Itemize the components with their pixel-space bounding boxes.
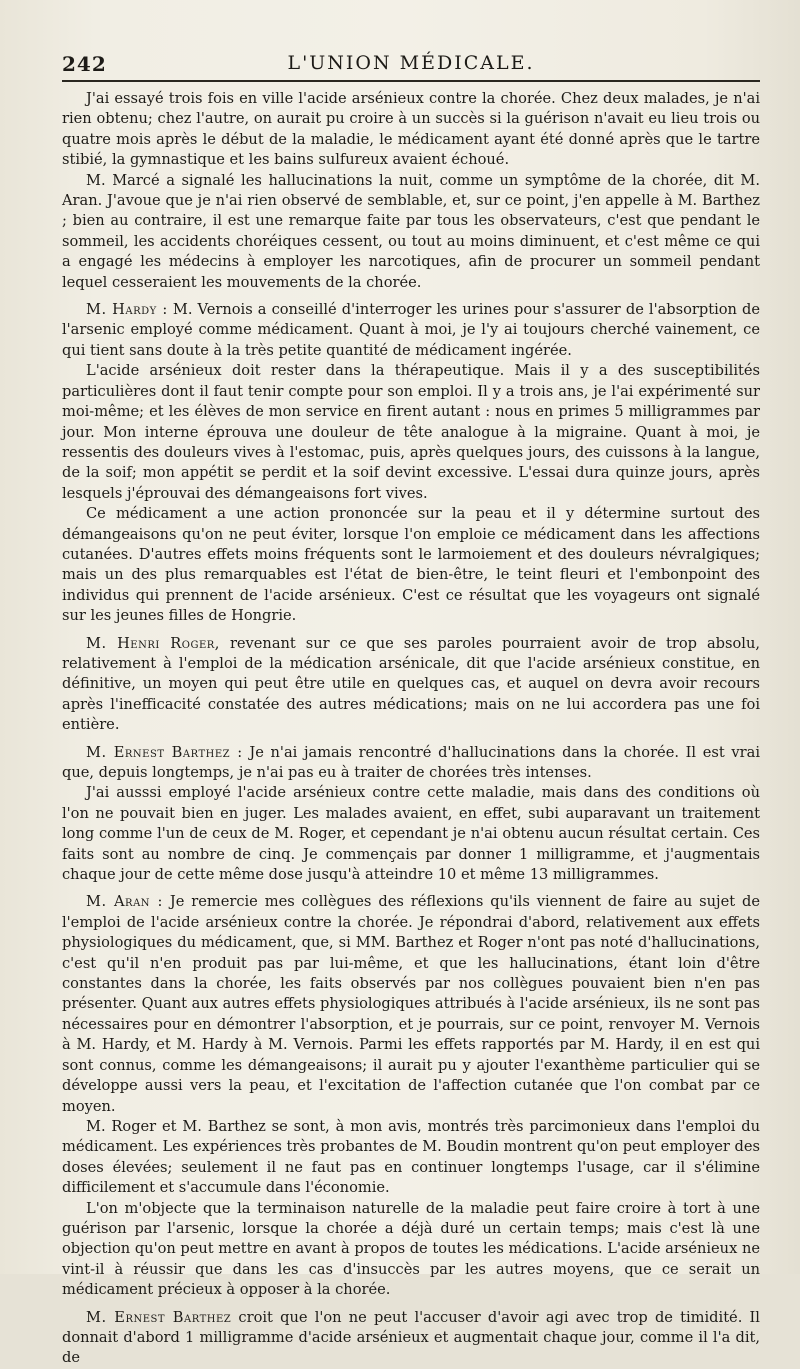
speaker-name: M. Ernest Barthez <box>86 1308 232 1326</box>
speaker-name: M. Ernest Barthez : <box>86 743 243 761</box>
paragraph-roger-reply: M. Henri Roger, revenant sur ce que ses paroles pourraient avoir de trop absolu, relativement à l'emploi de la médication arsénicale, dit que l'acide arsénieux constitue, en définitive, un moyen qui peut être utile en quelques cas, et auquel on devra avoir recours après l'inefficacité constatée des autres médications; mais on ne lui accordera pas une foi entière. <box>62 634 760 734</box>
page-header <box>62 44 760 82</box>
paragraph-hardy-skin-effects: Ce médicament a une action prononcée sur la peau et il y détermine surtout des démangeaisons qu'on ne peut éviter, lorsque l'on emploie ce médicament dans les affections cutanées. D'autres effets moins fréquents sont le larmoiement et des douleurs névralgiques; mais un des plus remarquables est l'état de bien-être, le teint fleuri et l'embonpoint des individus qui prennent de l'acide arsénieux. C'est ce résultat que les voyageurs ont signalé sur les jeunes filles de Hongrie. <box>62 505 760 625</box>
speaker-name: M. Henri Roger, <box>86 634 220 652</box>
speaker-name: M. Aran : <box>86 893 163 911</box>
article-body <box>62 89 760 1369</box>
journal-title: L'UNION MÉDICALE. <box>287 52 535 74</box>
page-number: 242 <box>62 52 107 76</box>
paragraph-barthez-final: M. Ernest Barthez croit que l'on ne peut l'accuser d'avoir agi avec trop de timidité. Il donnait d'abord 1 milligramme d'acide arsénieux et augmentait chaque jour, comme il l'a dit, de <box>62 1308 760 1367</box>
paragraph-aran-doses: M. Roger et M. Barthez se sont, à mon avis, montrés très parcimonieux dans l'emploi du médicament. Les expériences très probantes de M. Boudin montrent qu'on peut employer des doses élevées; seulement il ne faut pas en continuer longtemps l'usage, car il s'élimine difficilement et s'accumule dans l'économie. <box>62 1117 760 1197</box>
paragraph-marce-hallucinations: M. Marcé a signalé les hallucinations la nuit, comme un symptôme de la chorée, dit M. Aran. J'avoue que je n'ai rien observé de semblable, et, sur ce point, j'en appelle à M. Barthez ; bien au contraire, il est une remarque faite par tous les observateurs, c'est que pendant le sommeil, les accidents choréiques cessent, ou tout au moins diminuent, et c'est même ce qui a engagé les médecins à employer les narcotiques, afin de procurer un sommeil pendant lequel cesseraient les mouvements de la chorée. <box>62 171 760 291</box>
paragraph-barthez-doses: J'ai ausssi employé l'acide arsénieux contre cette maladie, mais dans des conditions où l'on ne pouvait bien en juger. Les malades avaient, en effet, subi auparavant un traitement long comme l'un de ceux de M. Roger, et cependant je n'ai obtenu aucun résultat certain. Ces faits sont au nombre de cinq. Je commençais par donner 1 milligramme, et j'augmentais chaque jour de cette même dose jusqu'à atteindre 10 et même 13 milligrammes. <box>62 784 760 884</box>
paragraph-arsenic-trials: J'ai essayé trois fois en ville l'acide arsénieux contre la chorée. Chez deux malades, je n'ai rien obtenu; chez l'autre, on aurait pu croire à un succès si la guérison n'avait eu lieu trois ou quatre mois après le début de la maladie, le médicament ayant été donné après que le tartre stibié, la gymnastique et les bains sulfureux avaient échoué. <box>62 90 760 169</box>
paragraph-aran-objection: L'on m'objecte que la terminaison naturelle de la maladie peut faire croire à tort à une guérison par l'arsenic, lorsque la chorée a déjà duré un certain temps; mais c'est là une objection qu'on peut mettre en avant à propos de toutes les médications. L'acide arsénieux ne vint-il à réussir que dans les cas d'insuccès par les autres moyens, que ce serait un médicament précieux à opposer à la chorée. <box>62 1199 760 1299</box>
paragraph-barthez-hallucinations: M. Ernest Barthez : Je n'ai jamais rencontré d'hallucinations dans la chorée. Il est vrai que, depuis longtemps, je n'ai pas eu à traiter de chorées très intenses. <box>62 743 760 781</box>
paragraph-aran-reply: M. Aran : Je remercie mes collègues des réflexions qu'ils viennent de faire au sujet de l'emploi de l'acide arsénieux contre la chorée. Je répondrai d'abord, relativement aux effets physiologiques du médicament, que, si MM. Barthez et Roger n'ont pas noté d'hallucinations, c'est qu'il n'en produit pas par lui-même, et que les hallucinations, étant loin d'être constantes dans la chorée, les faits observés par nos collègues pouvaient bien n'en pas présenter. Quant aux autres effets physiologiques attribués à l'acide arsénieux, ils ne sont pas nécessaires pour en démontrer l'absorption, et je pourrais, sur ce point, renvoyer M. Vernois à M. Hardy, et M. Hardy à M. Vernois. Parmi les effets rapportés par M. Hardy, il en est qui sont connus, comme les démangeaisons; il aurait pu y ajouter l'exanthème particulier qui se développe aussi vers la peau, et l'excitation de l'affection cutanée que l'on combat par ce moyen. <box>62 893 760 1115</box>
speaker-name: M. Hardy : <box>86 301 168 319</box>
paragraph-hardy-urines: M. Hardy : M. Vernois a conseillé d'interroger les urines pour s'assurer de l'absorption de l'arsenic employé comme médicament. Quant à moi, je l'y ai toujours cherché vainement, ce qui tient sans doute à la très petite quantité de médicament ingérée. <box>62 301 761 359</box>
paragraph-hardy-self-experiment: L'acide arsénieux doit rester dans la thérapeutique. Mais il y a des susceptibilités particulières dont il faut tenir compte pour son emploi. Il y a trois ans, je l'ai expérimenté sur moi-même; et les élèves de mon service en firent autant : nous en primes 5 milligrammes par jour. Mon interne éprouva une douleur de tête analogue à la migraine. Quant à moi, je ressentis des douleurs vives à l'estomac, puis, après quelques jours, des cuissons à la langue, de la soif; mon appétit se perdit et la soif devint excessive. L'essai dura quinze jours, après lesquels j'éprouvai des démangeaisons fort vives. <box>62 362 760 502</box>
